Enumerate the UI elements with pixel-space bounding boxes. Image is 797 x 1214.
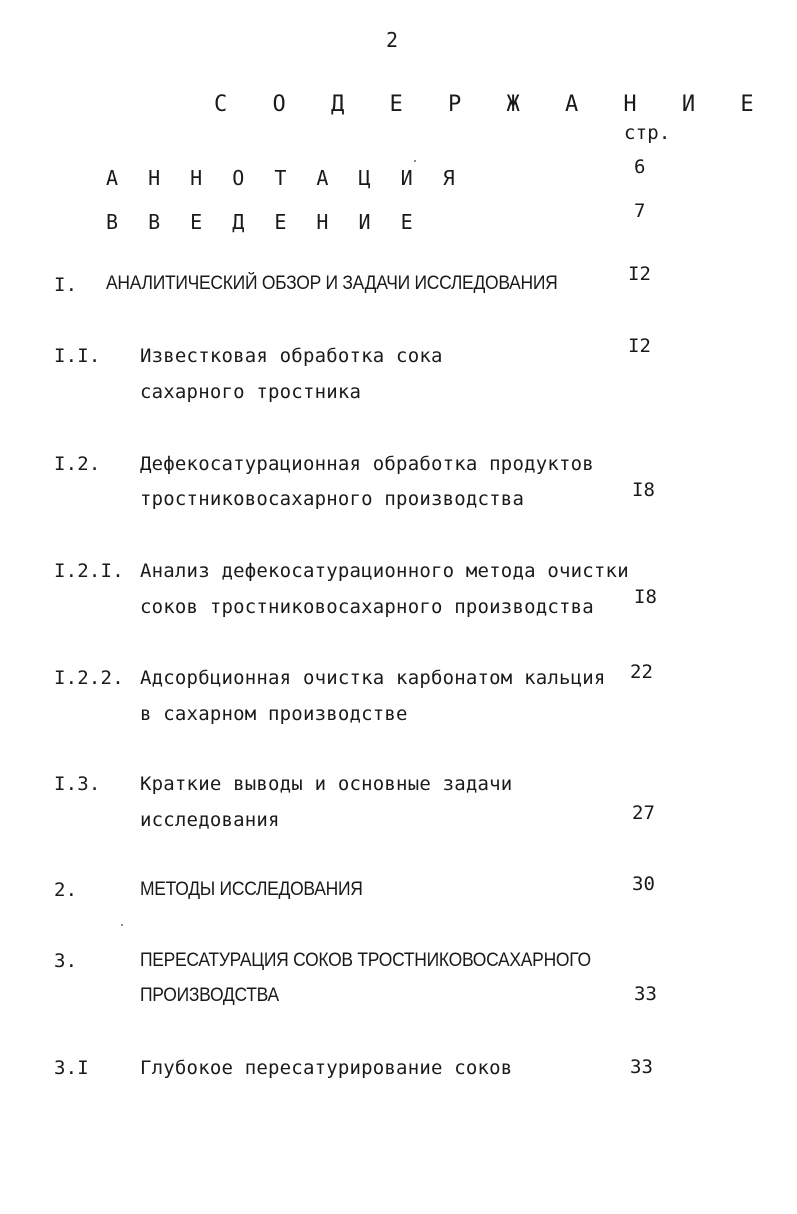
toc-entry-3-number: 3. <box>54 950 78 972</box>
scan-speck <box>121 924 123 926</box>
toc-entry-3-1-number: 3.I <box>54 1057 89 1079</box>
toc-entry-1-title: АНАЛИТИЧЕСКИЙ ОБЗОР И ЗАДАЧИ ИССЛЕДОВАНИЯ <box>106 273 558 294</box>
toc-entry-1-1-title-line2: сахарного тростника <box>140 381 362 403</box>
toc-entry-1-number: I. <box>54 274 78 296</box>
toc-entry-1-1-page: I2 <box>628 335 651 357</box>
toc-entry-1-page: I2 <box>628 263 651 285</box>
toc-entry-1-3-title-line2: исследования <box>140 809 280 831</box>
toc-entry-3-title-line1: ПЕРЕСАТУРАЦИЯ СОКОВ ТРОСТНИКОВОСАХАРНОГО <box>140 950 591 971</box>
toc-entry-1-2-title-line1: Дефекосатурационная обработка продуктов <box>140 453 594 475</box>
toc-entry-1-2-2-title-line1: Адсорбционная очистка карбонатом кальция <box>140 667 606 689</box>
page-title: С О Д Е Р Ж А Н И Е <box>214 92 770 117</box>
scan-speck <box>414 160 416 162</box>
page-column-label: стр. <box>624 122 671 144</box>
toc-entry-2-title: МЕТОДЫ ИССЛЕДОВАНИЯ <box>140 879 363 900</box>
page-number: 2 <box>386 28 399 52</box>
toc-entry-1-2-1-number: I.2.I. <box>54 560 124 582</box>
toc-entry-3-title-line2: ПРОИЗВОДСТВА <box>140 985 279 1006</box>
toc-entry-2-number: 2. <box>54 879 78 901</box>
toc-entry-1-2-1-title-line2: соков тростниковосахарного производства <box>140 596 594 618</box>
toc-entry-1-3-title-line1: Краткие выводы и основные задачи <box>140 773 513 795</box>
toc-entry-1-2-title-line2: тростниковосахарного производства <box>140 488 525 510</box>
toc-entry-1-2-1-title-line1: Анализ дефекосатурационного метода очистки <box>140 560 629 582</box>
toc-entry-1-3-number: I.3. <box>54 773 101 795</box>
toc-entry-1-2-2-page: 22 <box>630 661 653 683</box>
toc-entry-introduction-title: В В Е Д Е Н И Е <box>106 210 422 234</box>
toc-entry-1-2-1-page: I8 <box>634 586 657 608</box>
toc-entry-3-page: 33 <box>634 983 657 1005</box>
toc-entry-annotation-page: 6 <box>634 156 646 178</box>
toc-entry-1-3-page: 27 <box>632 802 655 824</box>
toc-entry-3-1-title: Глубокое пересатурирование соков <box>140 1057 513 1079</box>
toc-entry-1-2-2-title-line2: в сахарном производстве <box>140 703 408 725</box>
toc-entry-1-1-title-line1: Известковая обработка сока <box>140 345 443 367</box>
toc-entry-1-1-number: I.I. <box>54 345 101 367</box>
toc-entry-1-2-2-number: I.2.2. <box>54 667 124 689</box>
toc-entry-2-page: 30 <box>632 873 655 895</box>
toc-entry-1-2-page: I8 <box>632 479 655 501</box>
toc-entry-3-1-page: 33 <box>630 1056 653 1078</box>
toc-entry-annotation-title: А Н Н О Т А Ц И Я <box>106 166 464 190</box>
toc-entry-introduction-page: 7 <box>634 200 646 222</box>
toc-entry-1-2-number: I.2. <box>54 453 101 475</box>
